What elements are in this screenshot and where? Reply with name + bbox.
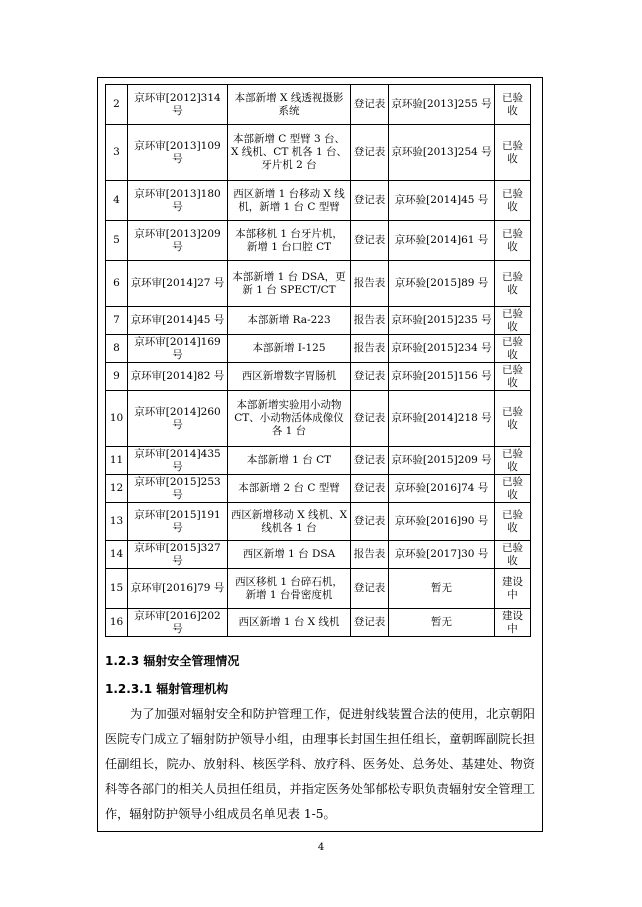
table-row <box>106 125 531 181</box>
acceptance-number: 京环验[2015]89 号 <box>389 261 495 307</box>
row-number: 16 <box>106 609 128 637</box>
status: 已验收 <box>495 335 531 363</box>
project-name: 西区新增 1 台 X 线机 <box>228 609 351 637</box>
table-body <box>106 85 531 637</box>
status: 已验收 <box>495 181 531 221</box>
row-number: 6 <box>106 261 128 307</box>
status: 已验收 <box>495 503 531 541</box>
acceptance-number: 京环验[2013]254 号 <box>389 125 495 181</box>
status: 已验收 <box>495 261 531 307</box>
acceptance-number: 京环验[2014]218 号 <box>389 391 495 447</box>
acceptance-number: 京环验[2013]255 号 <box>389 85 495 125</box>
status: 已验收 <box>495 475 531 503</box>
form-type: 登记表 <box>351 85 389 125</box>
approval-number: 京环审[2014]169 号 <box>128 335 228 363</box>
project-name: 西区新增数字胃肠机 <box>228 363 351 391</box>
approval-number: 京环审[2014]45 号 <box>128 307 228 335</box>
acceptance-number: 暂无 <box>389 609 495 637</box>
approval-number: 京环审[2013]180 号 <box>128 181 228 221</box>
subsection-heading: 1.2.3.1 辐射管理机构 <box>105 682 229 696</box>
form-type: 登记表 <box>351 475 389 503</box>
table-row <box>106 503 531 541</box>
project-name: 本部新增 C 型臂 3 台、X 线机、CT 机各 1 台、牙片机 2 台 <box>228 125 351 181</box>
row-number: 3 <box>106 125 128 181</box>
project-name: 西区新增 1 台移动 X 线机，新增 1 台 C 型臂 <box>228 181 351 221</box>
table-row <box>106 261 531 307</box>
acceptance-number: 京环验[2016]74 号 <box>389 475 495 503</box>
project-name: 本部新增实验用小动物 CT、小动物活体成像仪各 1 台 <box>228 391 351 447</box>
approval-number: 京环审[2015]253 号 <box>128 475 228 503</box>
table-row <box>106 221 531 261</box>
status: 已验收 <box>495 447 531 475</box>
form-type: 报告表 <box>351 335 389 363</box>
approval-number: 京环审[2015]191 号 <box>128 503 228 541</box>
status: 已验收 <box>495 363 531 391</box>
row-number: 9 <box>106 363 128 391</box>
acceptance-number: 暂无 <box>389 569 495 609</box>
radiation-project-table <box>105 84 531 637</box>
row-number: 10 <box>106 391 128 447</box>
approval-number: 京环审[2012]314 号 <box>128 85 228 125</box>
row-number: 12 <box>106 475 128 503</box>
table-row <box>106 447 531 475</box>
row-number: 13 <box>106 503 128 541</box>
table-row <box>106 363 531 391</box>
row-number: 15 <box>106 569 128 609</box>
status: 已验收 <box>495 125 531 181</box>
approval-number: 京环审[2014]27 号 <box>128 261 228 307</box>
form-type: 登记表 <box>351 447 389 475</box>
table-row <box>106 85 531 125</box>
project-name: 本部新增 1 台 DSA，更新 1 台 SPECT/CT <box>228 261 351 307</box>
acceptance-number: 京环验[2015]209 号 <box>389 447 495 475</box>
row-number: 7 <box>106 307 128 335</box>
acceptance-number: 京环验[2015]235 号 <box>389 307 495 335</box>
approval-number: 京环审[2015]327 号 <box>128 541 228 569</box>
project-name: 西区移机 1 台碎石机，新增 1 台骨密度机 <box>228 569 351 609</box>
approval-number: 京环审[2013]109 号 <box>128 125 228 181</box>
page-number: 4 <box>317 842 325 853</box>
approval-number: 京环审[2013]209 号 <box>128 221 228 261</box>
table-row <box>106 569 531 609</box>
approval-number: 京环审[2014]260 号 <box>128 391 228 447</box>
form-type: 报告表 <box>351 307 389 335</box>
form-type: 登记表 <box>351 391 389 447</box>
form-type: 登记表 <box>351 503 389 541</box>
form-type: 登记表 <box>351 221 389 261</box>
approval-number: 京环审[2014]435 号 <box>128 447 228 475</box>
table-row <box>106 609 531 637</box>
status: 建设中 <box>495 569 531 609</box>
project-name: 本部新增 1 台 CT <box>228 447 351 475</box>
table-row <box>106 307 531 335</box>
status: 已验收 <box>495 391 531 447</box>
project-name: 本部新增 I-125 <box>228 335 351 363</box>
row-number: 4 <box>106 181 128 221</box>
form-type: 报告表 <box>351 541 389 569</box>
acceptance-number: 京环验[2015]234 号 <box>389 335 495 363</box>
project-name: 本部新增 2 台 C 型臂 <box>228 475 351 503</box>
form-type: 登记表 <box>351 569 389 609</box>
project-name: 本部新增 X 线透视摄影系统 <box>228 85 351 125</box>
acceptance-number: 京环验[2014]45 号 <box>389 181 495 221</box>
row-number: 14 <box>106 541 128 569</box>
acceptance-number: 京环验[2017]30 号 <box>389 541 495 569</box>
status: 已验收 <box>495 307 531 335</box>
form-type: 登记表 <box>351 181 389 221</box>
row-number: 8 <box>106 335 128 363</box>
form-type: 登记表 <box>351 363 389 391</box>
form-type: 登记表 <box>351 609 389 637</box>
project-name: 西区新增 1 台 DSA <box>228 541 351 569</box>
status: 建设中 <box>495 609 531 637</box>
status: 已验收 <box>495 541 531 569</box>
project-name: 西区新增移动 X 线机、X 线机各 1 台 <box>228 503 351 541</box>
table-row <box>106 335 531 363</box>
form-type: 登记表 <box>351 125 389 181</box>
project-name: 本部新增 Ra-223 <box>228 307 351 335</box>
status: 已验收 <box>495 85 531 125</box>
acceptance-number: 京环验[2016]90 号 <box>389 503 495 541</box>
approval-number: 京环审[2014]82 号 <box>128 363 228 391</box>
table-row <box>106 391 531 447</box>
acceptance-number: 京环验[2015]156 号 <box>389 363 495 391</box>
status: 已验收 <box>495 221 531 261</box>
project-name: 本部移机 1 台牙片机，新增 1 台口腔 CT <box>228 221 351 261</box>
table-row <box>106 475 531 503</box>
row-number: 2 <box>106 85 128 125</box>
table-row <box>106 541 531 569</box>
form-type: 报告表 <box>351 261 389 307</box>
row-number: 11 <box>106 447 128 475</box>
table-row <box>106 181 531 221</box>
body-paragraph: 为了加强对辐射安全和防护管理工作，促进射线装置合法的使用，北京朝阳医院专门成立了辐射防护领导小组，由理事长封国生担任组长，童朝晖副院长担任副组长，院办、放射科、核医学科、放疗科、医务处、总务处、基建处、物资科等各部门的相关人员担任组员，并指定医务处邹郁松专职负责辐射安全管理工作，辐射防护领导小组成员名单见表 1-5。 <box>105 707 535 821</box>
approval-number: 京环审[2016]202 号 <box>128 609 228 637</box>
approval-number: 京环审[2016]79 号 <box>128 569 228 609</box>
acceptance-number: 京环验[2014]61 号 <box>389 221 495 261</box>
row-number: 5 <box>106 221 128 261</box>
section-heading: 1.2.3 辐射安全管理情况 <box>105 654 240 668</box>
